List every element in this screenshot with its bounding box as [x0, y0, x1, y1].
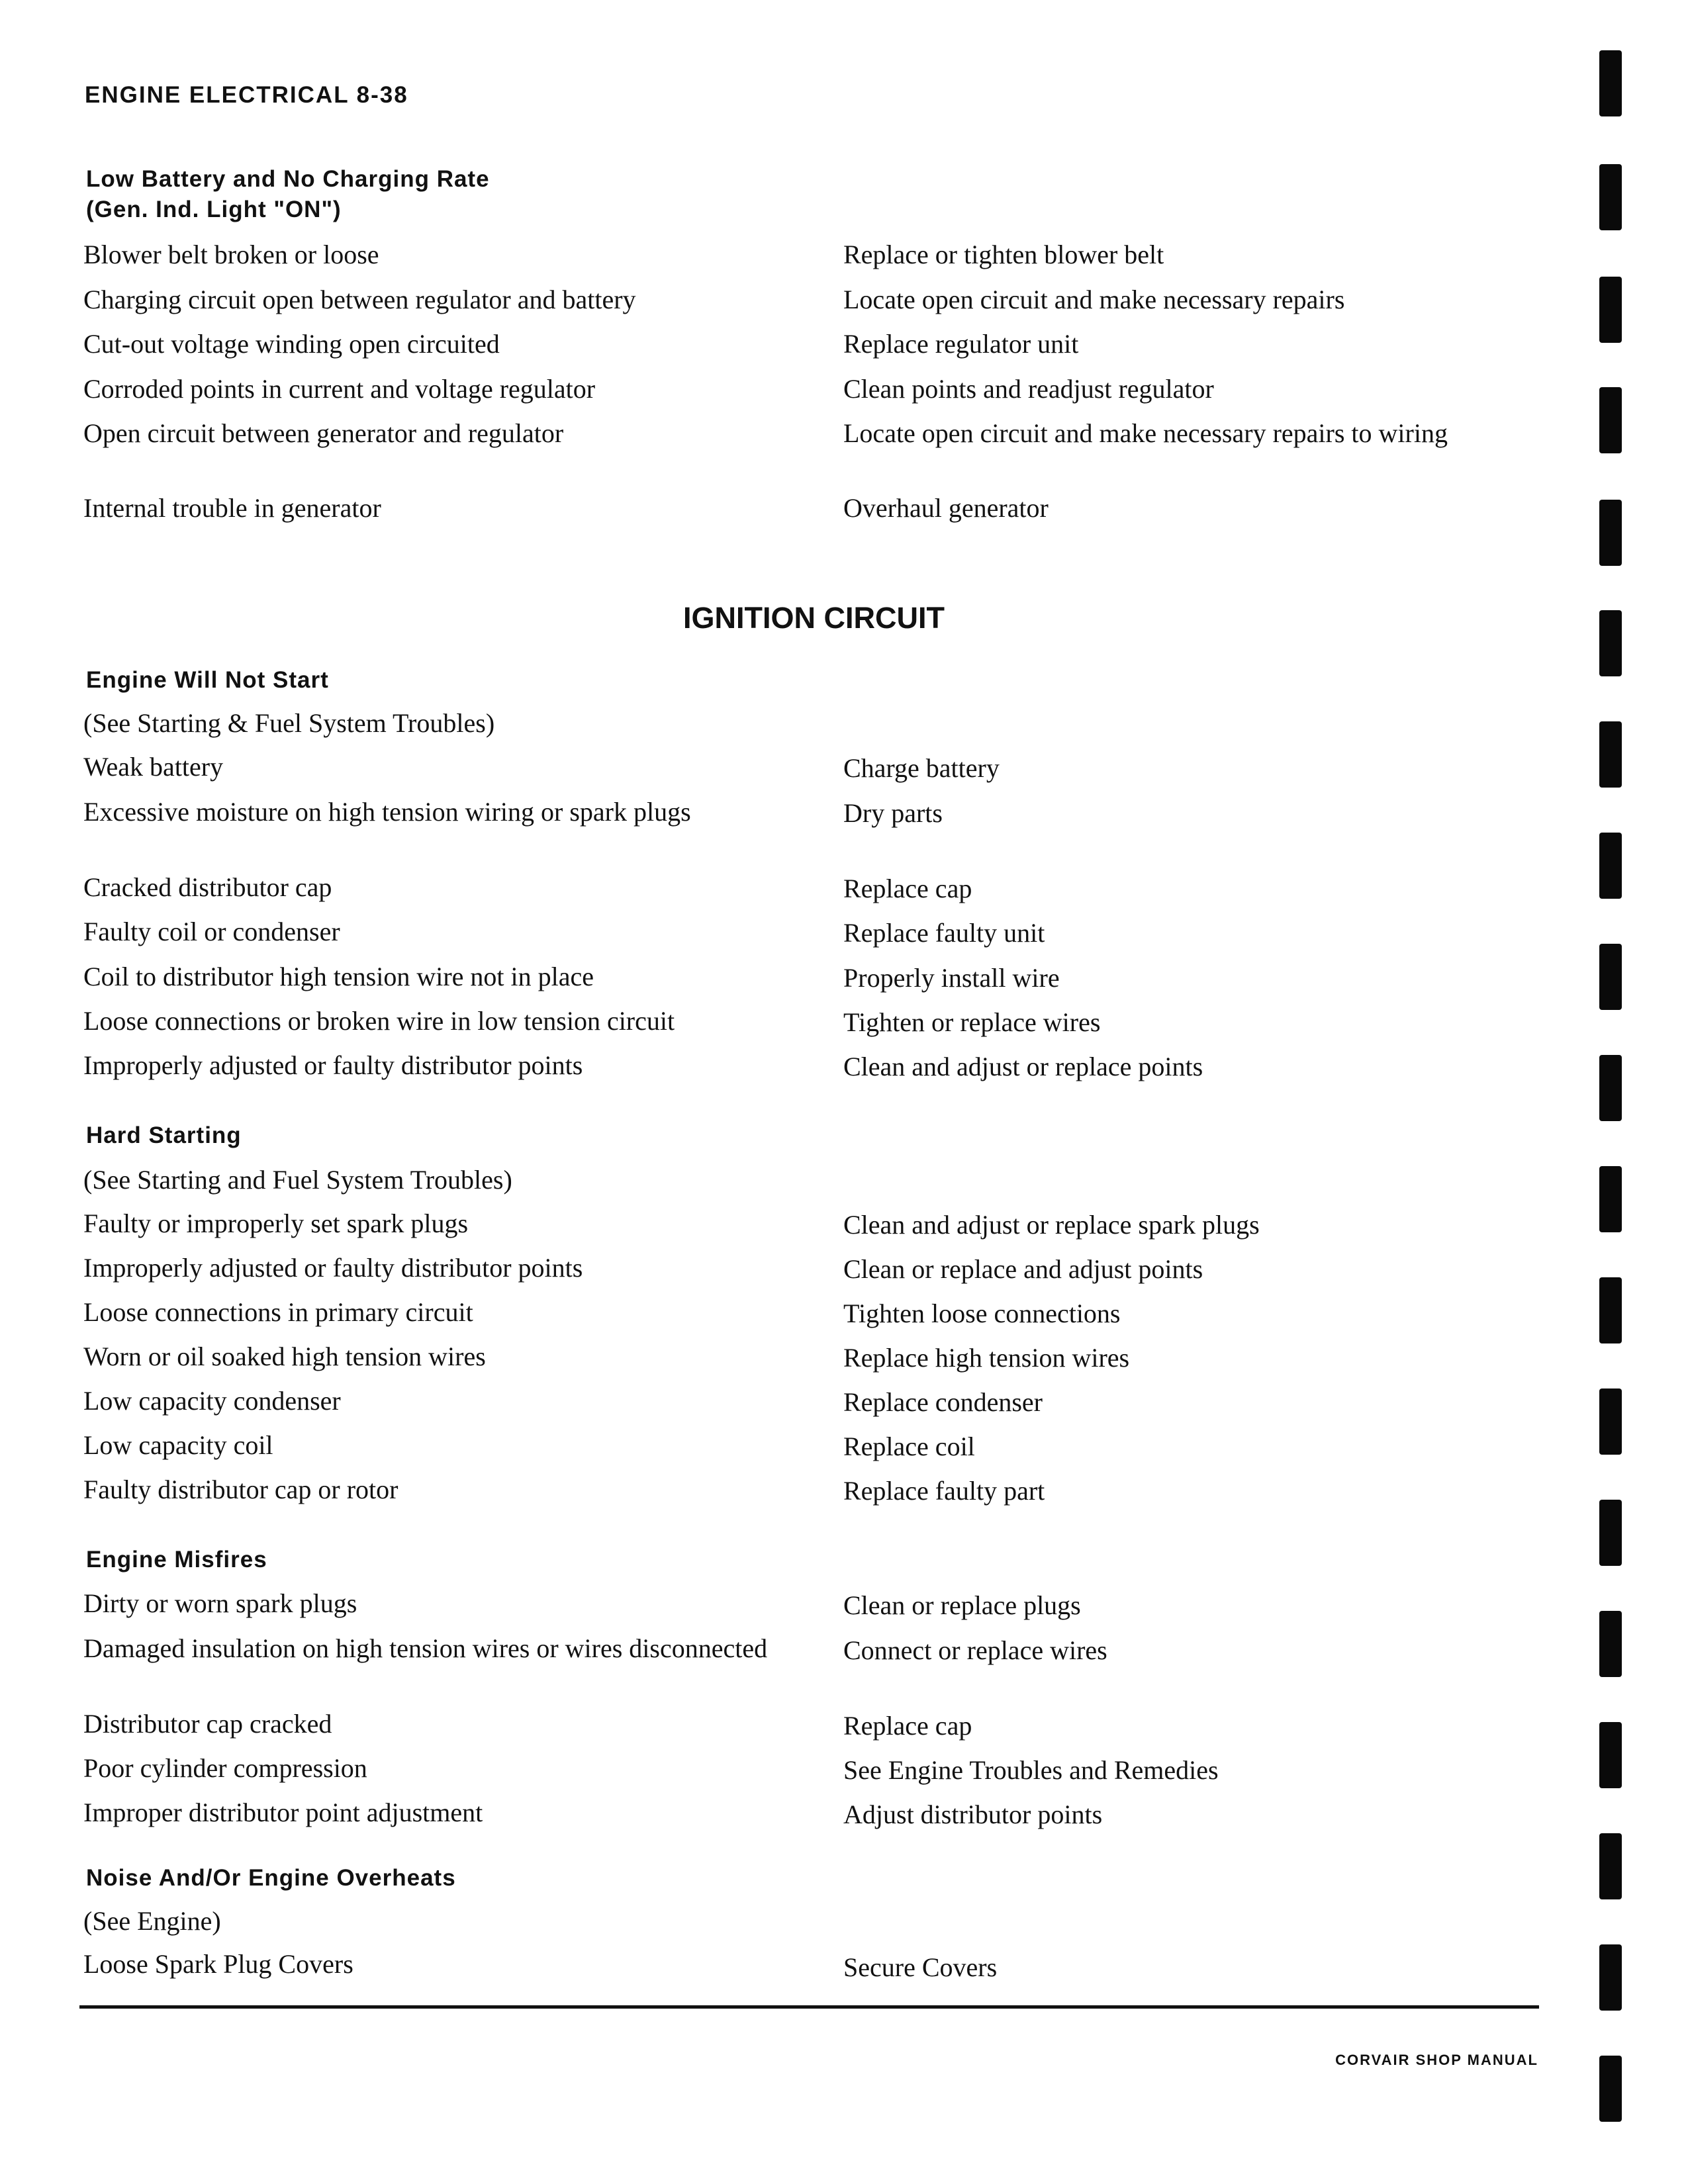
index-mark — [1599, 1722, 1622, 1788]
remedy-text: Clean or replace plugs — [843, 1590, 1081, 1620]
cause-text: Cracked distributor cap — [83, 872, 332, 902]
section-note: (See Starting & Fuel System Troubles) — [83, 708, 495, 738]
section-note: (See Engine) — [83, 1906, 221, 1936]
remedy-text: Properly install wire — [843, 963, 1060, 993]
section-title: IGNITION CIRCUIT — [683, 601, 945, 635]
index-mark — [1599, 277, 1622, 343]
cause-text: Low capacity coil — [83, 1430, 273, 1460]
section-heading-line: Low Battery and No Charging Rate — [86, 166, 490, 192]
remedy-text: Secure Covers — [843, 1952, 998, 1982]
remedy-text: See Engine Troubles and Remedies — [843, 1755, 1219, 1785]
remedy-text: Replace faulty unit — [843, 918, 1045, 948]
footer-rule — [79, 2005, 1539, 2009]
section-heading: Engine Will Not Start — [86, 667, 329, 693]
remedy-text: Replace coil — [843, 1432, 975, 1461]
remedy-text: Clean points and readjust regulator — [843, 374, 1214, 404]
index-mark — [1599, 2056, 1622, 2122]
remedy-text: Replace or tighten blower belt — [843, 240, 1164, 269]
remedy-text: Charge battery — [843, 753, 1000, 783]
index-mark — [1599, 721, 1622, 788]
index-mark — [1599, 164, 1622, 230]
index-mark — [1599, 1944, 1622, 2011]
section-heading: Engine Misfires — [86, 1547, 267, 1572]
edge-index-marks — [1599, 0, 1626, 2184]
remedy-text: Adjust distributor points — [843, 1799, 1103, 1829]
cause-text: Weak battery — [83, 752, 224, 782]
index-mark — [1599, 1166, 1622, 1232]
cause-text: Blower belt broken or loose — [83, 240, 379, 269]
cause-text: Loose Spark Plug Covers — [83, 1949, 353, 1979]
remedy-text: Dry parts — [843, 798, 943, 828]
remedy-text: Clean and adjust or replace points — [843, 1052, 1203, 1081]
section-heading: Noise And/Or Engine Overheats — [86, 1865, 456, 1891]
page-footer: CORVAIR SHOP MANUAL — [1335, 2052, 1538, 2068]
cause-text: Excessive moisture on high tension wiring or spark plugs — [83, 797, 691, 827]
cause-text: Charging circuit open between regulator and battery — [83, 285, 636, 314]
cause-text: Dirty or worn spark plugs — [83, 1588, 357, 1618]
remedy-text: Replace cap — [843, 874, 972, 903]
index-mark — [1599, 944, 1622, 1010]
cause-text: Cut-out voltage winding open circuited — [83, 329, 500, 359]
remedy-text: Replace cap — [843, 1711, 972, 1741]
section-heading-low-battery — [86, 164, 490, 225]
remedy-text: Replace condenser — [843, 1387, 1043, 1417]
remedy-text: Locate open circuit and make necessary repairs to wiring — [843, 418, 1448, 448]
remedy-text: Replace high tension wires — [843, 1343, 1130, 1373]
section-note: (See Starting and Fuel System Troubles) — [83, 1165, 512, 1195]
remedy-text: Clean or replace and adjust points — [843, 1254, 1203, 1284]
index-mark — [1599, 500, 1622, 566]
cause-text: Distributor cap cracked — [83, 1709, 332, 1739]
remedy-text: Tighten or replace wires — [843, 1007, 1101, 1037]
remedy-text: Locate open circuit and make necessary repairs — [843, 285, 1345, 314]
cause-text: Poor cylinder compression — [83, 1753, 367, 1783]
index-mark — [1599, 1833, 1622, 1899]
cause-text: Improperly adjusted or faulty distributor points — [83, 1253, 583, 1283]
section-heading-line: (Gen. Ind. Light "ON") — [86, 197, 342, 222]
index-mark — [1599, 1388, 1622, 1455]
cause-text: Faulty distributor cap or rotor — [83, 1475, 399, 1504]
remedy-text: Connect or replace wires — [843, 1635, 1107, 1665]
cause-text: Corroded points in current and voltage regulator — [83, 374, 596, 404]
cause-text: Worn or oil soaked high tension wires — [83, 1342, 486, 1371]
cause-text: Damaged insulation on high tension wires or wires disconnected — [83, 1633, 768, 1663]
index-mark — [1599, 610, 1622, 676]
index-mark — [1599, 50, 1622, 116]
index-mark — [1599, 1277, 1622, 1343]
remedy-text: Replace regulator unit — [843, 329, 1079, 359]
cause-text: Low capacity condenser — [83, 1386, 341, 1416]
index-mark — [1599, 1055, 1622, 1121]
cause-text: Coil to distributor high tension wire not in place — [83, 962, 594, 991]
cause-text: Loose connections in primary circuit — [83, 1297, 473, 1327]
cause-text: Open circuit between generator and regulator — [83, 418, 564, 448]
index-mark — [1599, 1500, 1622, 1566]
index-mark — [1599, 387, 1622, 453]
cause-text: Loose connections or broken wire in low tension circuit — [83, 1006, 675, 1036]
cause-text: Improper distributor point adjustment — [83, 1797, 483, 1827]
cause-text: Faulty coil or condenser — [83, 917, 340, 946]
cause-text: Faulty or improperly set spark plugs — [83, 1208, 469, 1238]
remedy-text: Clean and adjust or replace spark plugs — [843, 1210, 1260, 1240]
index-mark — [1599, 1611, 1622, 1677]
remedy-text: Tighten loose connections — [843, 1298, 1121, 1328]
section-heading: Hard Starting — [86, 1122, 242, 1148]
cause-text: Internal trouble in generator — [83, 493, 381, 523]
cause-text: Improperly adjusted or faulty distributor points — [83, 1050, 583, 1080]
remedy-text: Overhaul generator — [843, 493, 1049, 523]
page-header: ENGINE ELECTRICAL 8-38 — [85, 82, 408, 108]
index-mark — [1599, 833, 1622, 899]
remedy-text: Replace faulty part — [843, 1476, 1045, 1506]
